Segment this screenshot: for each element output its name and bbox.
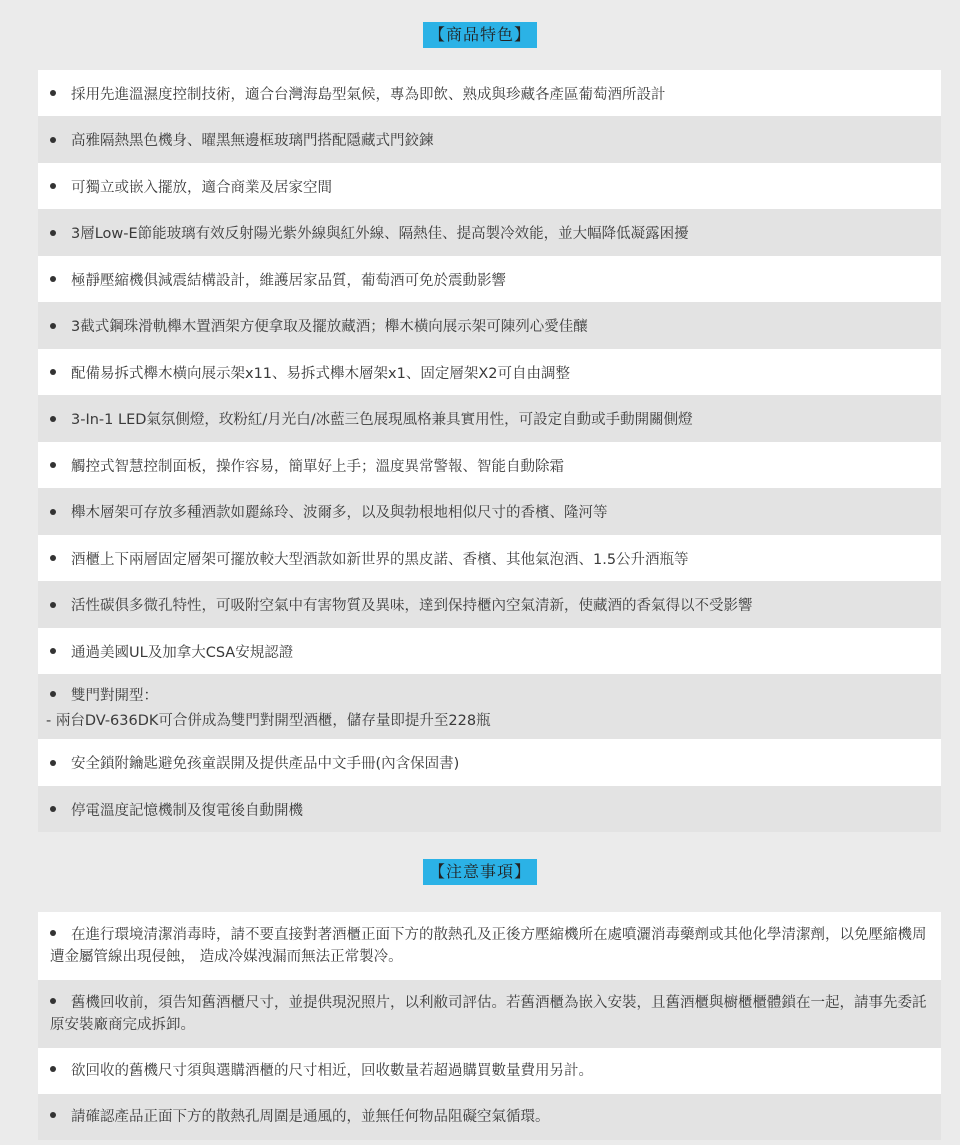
features-list [38,70,941,832]
feature-item [38,209,941,256]
feature-item [38,302,941,349]
bullet-icon [50,509,56,515]
bullet-icon [50,602,56,608]
bullet-icon [50,1112,56,1118]
bullet-icon [50,462,56,468]
bullet-icon [50,90,56,96]
feature-item [38,488,941,535]
bullet-icon [50,276,56,282]
feature-text: 可獨立或嵌入擺放，適合商業及居家空間 [71,179,332,196]
feature-item [38,581,941,628]
feature-text: 雙門對開型： [71,687,158,704]
feature-text: 配備易拆式櫸木橫向展示架x11、易拆式櫸木層架x1、固定層架X2可自由調整 [71,365,570,382]
note-item [38,1094,941,1140]
feature-text: 通過美國UL及加拿大CSA安規認證 [71,644,294,661]
feature-text: 極靜壓縮機俱減震結構設計，維護居家品質，葡萄酒可免於震動影響 [71,272,506,289]
feature-text: 3層Low-E節能玻璃有效反射陽光紫外線與紅外線、隔熱佳、提高製冷效能，並大幅降低凝露困擾 [71,226,689,242]
feature-item [38,674,941,739]
note-item [38,912,941,980]
bullet-icon [50,648,56,654]
feature-item [38,739,941,786]
feature-text: 活性碳俱多微孔特性，可吸附空氣中有害物質及異味，達到保持櫃內空氣清新，使藏酒的香氣得以不受影響 [71,598,753,614]
feature-item [38,395,941,442]
notes-header-label: 【注意事項】 [423,859,537,885]
feature-item [38,70,941,116]
feature-item [38,628,941,674]
bullet-icon [50,691,56,697]
note-text: 在進行環境清潔消毒時，請不要直接對著酒櫃正面下方的散熱孔及正後方壓縮機所在處噴灑消毒藥劑或其他化學清潔劑，以免壓縮機周遭金屬管線出現侵蝕， 造成冷媒洩漏而無法正常製冷。 [50,927,927,965]
note-text: 欲回收的舊機尺寸須與選購酒櫃的尺寸相近，回收數量若超過購買數量費用另計。 [71,1063,593,1079]
feature-item [38,535,941,581]
bullet-icon [50,230,56,236]
feature-item [38,116,941,163]
bullet-icon [50,555,56,561]
feature-text: 3截式鋼珠滑軌櫸木置酒架方便拿取及擺放藏酒；櫸木橫向展示架可陳列心愛佳釀 [71,319,588,335]
feature-item [38,786,941,832]
bullet-icon [50,998,56,1004]
bullet-icon [50,806,56,812]
feature-text: 3-In-1 LED氣氛側燈，玫粉紅/月光白/冰藍三色展現風格兼具實用性，可設定自動或手動開關側燈 [71,412,693,428]
feature-subtext: - 兩台DV-636DK可合併成為雙門對開型酒櫃，儲存量即提升至228瓶 [46,712,491,729]
features-header-label: 【商品特色】 [423,22,537,48]
note-item [38,1048,941,1094]
note-item [38,980,941,1048]
feature-text: 酒櫃上下兩層固定層架可擺放較大型酒款如新世界的黑皮諾、香檳、其他氣泡酒、1.5公升酒瓶等 [71,551,689,568]
feature-item [38,442,941,488]
notes-section [0,832,960,1140]
bullet-icon [50,760,56,766]
bullet-icon [50,137,56,143]
note-text: 舊機回收前，須告知舊酒櫃尺寸，並提供現況照片，以利敝司評估。若舊酒櫃為嵌入安裝，且舊酒櫃與櫥櫃櫃體鎖在一起，請事先委託原安裝廠商完成拆卸。 [50,995,927,1033]
notes-list [38,912,941,1140]
bullet-icon [50,183,56,189]
feature-item [38,163,941,209]
feature-text: 高雅隔熱黑色機身、曜黑無邊框玻璃門搭配隱藏式門鉸鍊 [71,133,434,149]
bullet-icon [50,416,56,422]
bullet-icon [50,1066,56,1072]
feature-text: 觸控式智慧控制面板，操作容易，簡單好上手；溫度異常警報、智能自動除霜 [71,458,564,475]
note-text: 請確認產品正面下方的散熱孔周圍是通風的，並無任何物品阻礙空氣循環。 [71,1109,550,1125]
bullet-icon [50,930,56,936]
features-header-row [0,0,960,70]
feature-text: 停電溫度記憶機制及復電後自動開機 [71,802,303,819]
feature-text: 採用先進溫濕度控制技術，適合台灣海島型氣候，專為即飲、熟成與珍藏各產區葡萄酒所設計 [71,86,666,103]
notes-header-row [0,832,960,912]
bullet-icon [50,369,56,375]
feature-item [38,256,941,302]
feature-text: 櫸木層架可存放多種酒款如麗絲玲、波爾多，以及與勃根地相似尺寸的香檳、隆河等 [71,505,608,521]
feature-text: 安全鎖附鑰匙避免孩童誤開及提供產品中文手冊(內含保固書) [71,756,460,772]
feature-item [38,349,941,395]
bullet-icon [50,323,56,329]
